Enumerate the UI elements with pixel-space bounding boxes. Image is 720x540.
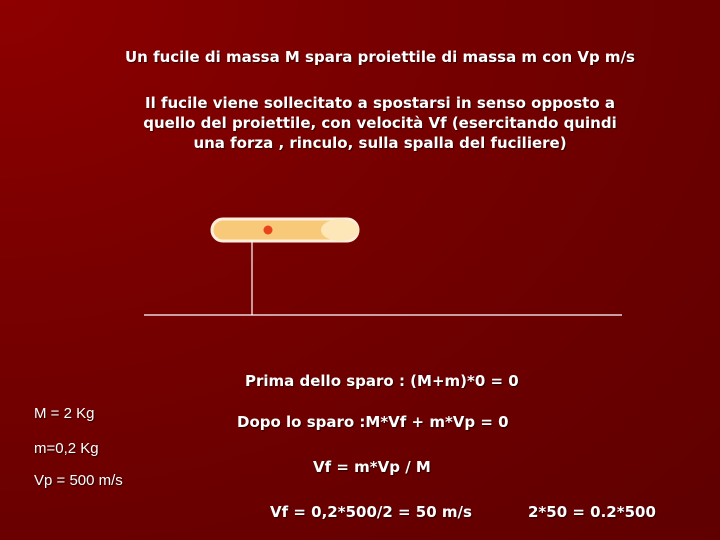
given-mass-bullet: m=0,2 Kg [34,440,99,457]
description-line-3: una forza , rinculo, sulla spalla del fuciliere) [193,134,567,152]
vf-formula: Vf = m*Vp / M [313,458,431,476]
after-shot-equation: Dopo lo sparo :M*Vf + m*Vp = 0 [237,413,509,431]
vf-result: Vf = 0,2*500/2 = 50 m/s [270,503,472,521]
given-bullet-velocity: Vp = 500 m/s [34,472,123,489]
rifle-tip [321,219,359,241]
slide-title: Un fucile di massa M spara proiettile di massa m con Vp m/s [125,48,635,66]
bullet-dot [264,226,273,235]
before-shot-equation: Prima dello sparo : (M+m)*0 = 0 [245,372,519,390]
verification: 2*50 = 0.2*500 [528,503,656,521]
description-line-2: quello del proiettile, con velocità Vf (esercitando quindi [143,114,617,132]
description-line-1: Il fucile viene sollecitato a spostarsi in senso opposto a [145,94,615,112]
given-mass-rifle: M = 2 Kg [34,405,95,422]
